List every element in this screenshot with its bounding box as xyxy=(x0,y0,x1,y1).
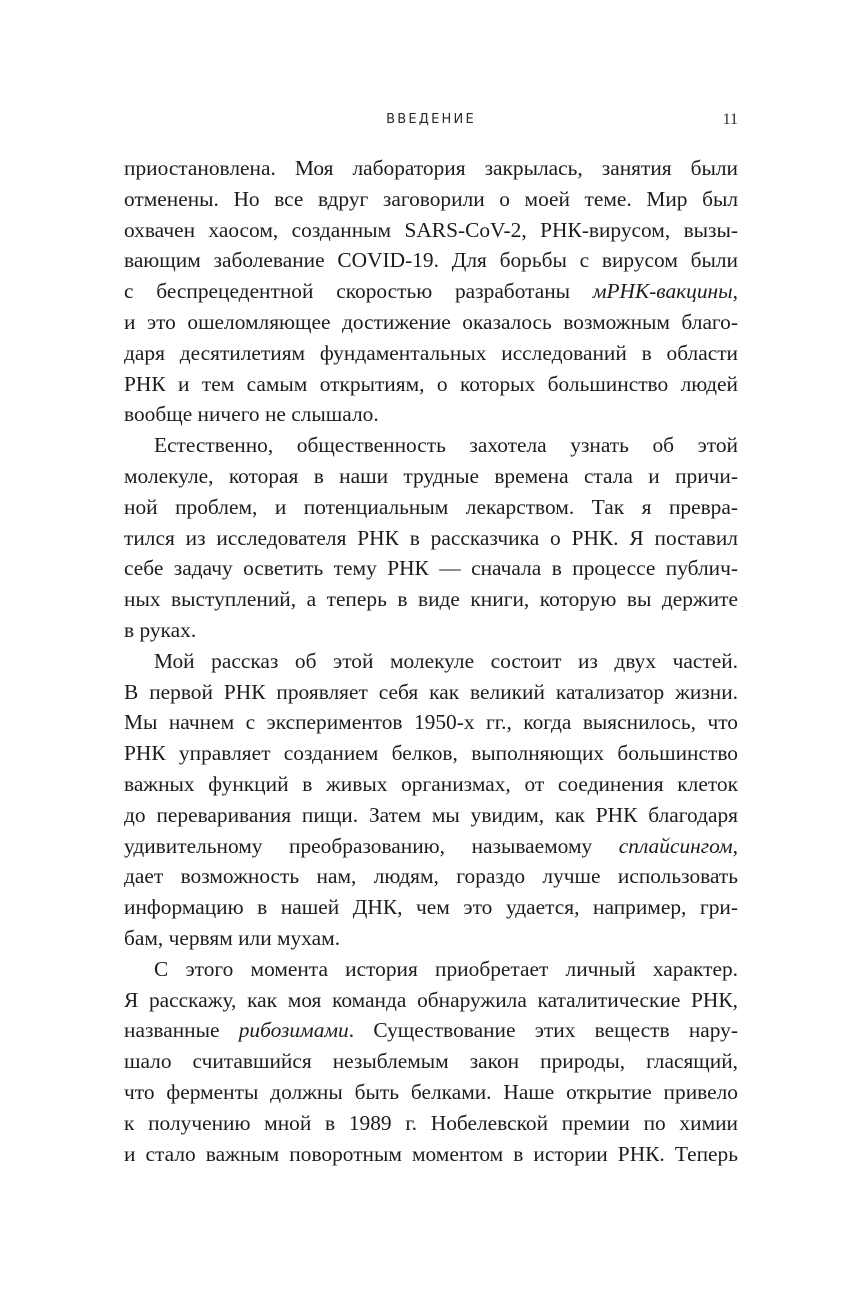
text-line: Мой рассказ об этой молекуле состоит из двух частей. xyxy=(154,648,738,673)
text-line: охвачен хаосом, созданным SARS-CoV-2, РНК-вирусом, вызы- xyxy=(124,217,738,242)
text-line: дает возможность нам, людям, гораздо лучше использовать xyxy=(124,864,738,889)
text-line xyxy=(124,831,738,862)
text-run: , xyxy=(732,833,738,858)
text-line: что ферменты должны быть белками. Наше открытие привело xyxy=(124,1079,738,1104)
text-line: важных функций в живых организмах, от соединения клеток xyxy=(124,771,738,796)
text-line: отменены. Но все вдруг заговорили о моей теме. Мир был xyxy=(124,186,738,211)
text-line: к получению мной в 1989 г. Нобелевской премии по химии xyxy=(124,1110,738,1135)
paragraph-4 xyxy=(124,954,738,1170)
text-line: до переваривания пищи. Затем мы увидим, как РНК благодаря xyxy=(124,802,738,827)
text-line: и стало важным поворотным моментом в истории РНК. Теперь xyxy=(124,1141,738,1166)
text-line xyxy=(124,276,738,307)
text-line: и это ошеломляющее достижение оказалось возможным благо- xyxy=(124,309,738,334)
text-run: , xyxy=(732,279,738,304)
text-line: вающим заболевание COVID-19. Для борьбы с вирусом были xyxy=(124,248,738,273)
paragraph-2 xyxy=(124,430,738,646)
text-line: В первой РНК проявляет себя как великий катализатор жизни. xyxy=(124,679,738,704)
text-line: РНК управляет созданием белков, выполняющих большинство xyxy=(124,741,738,766)
text-line: приостановлена. Моя лаборатория закрылась, занятия были xyxy=(124,156,738,180)
text-line: даря десятилетиям фундаментальных исследований в области xyxy=(124,340,738,365)
text-line: молекуле, которая в наши трудные времена стала и причи- xyxy=(124,463,738,488)
text-line: ной проблем, и потенциальным лекарством. Так я превра- xyxy=(124,494,738,519)
text-line: в руках. xyxy=(124,617,197,642)
section-title: ВВЕДЕНИЕ xyxy=(386,112,476,127)
text-line: Я расскажу, как моя команда обнаружила каталитические РНК, xyxy=(124,987,738,1012)
text-line: ных выступлений, а теперь в виде книги, которую вы держите xyxy=(124,587,738,612)
text-line: тился из исследователя РНК в рассказчика о РНК. Я поставил xyxy=(124,525,738,550)
text-line: Мы начнем с экспериментов 1950-х гг., когда выяснилось, что xyxy=(124,710,738,735)
text-line xyxy=(124,1015,738,1046)
text-run: названные xyxy=(124,1018,239,1043)
text-run: . Существование этих веществ нару- xyxy=(348,1018,738,1043)
text-run: удивительному преобразованию, называемому xyxy=(124,833,619,858)
paragraph-3 xyxy=(124,646,738,954)
body-text xyxy=(124,153,738,1169)
text-line: информацию в нашей ДНК, чем это удается, например, гри- xyxy=(124,895,738,920)
text-run: с беспрецедентной скоростью разработаны xyxy=(124,279,593,304)
text-line: бам, червям или мухам. xyxy=(124,925,341,950)
text-line: себе задачу осветить тему РНК — сначала в процессе публич- xyxy=(124,556,738,581)
italic-term-splicing: сплайсингом xyxy=(618,833,733,858)
page-number: 11 xyxy=(722,111,738,128)
text-line: РНК и тем самым открытиям, о которых большинство людей xyxy=(124,371,738,396)
running-head xyxy=(0,109,862,131)
text-line: вообще ничего не слышало. xyxy=(124,402,379,427)
text-line: шало считавшийся незыблемым закон природы, гласящий, xyxy=(124,1049,738,1074)
italic-term-mrna-vaccines: мРНК-вакцины xyxy=(592,279,733,304)
italic-term-ribozymes: рибозимами xyxy=(238,1018,349,1043)
text-line: С этого момента история приобретает личный характер. xyxy=(154,956,738,981)
paragraph-1 xyxy=(124,153,738,430)
text-line: Естественно, общественность захотела узнать об этой xyxy=(154,433,738,458)
